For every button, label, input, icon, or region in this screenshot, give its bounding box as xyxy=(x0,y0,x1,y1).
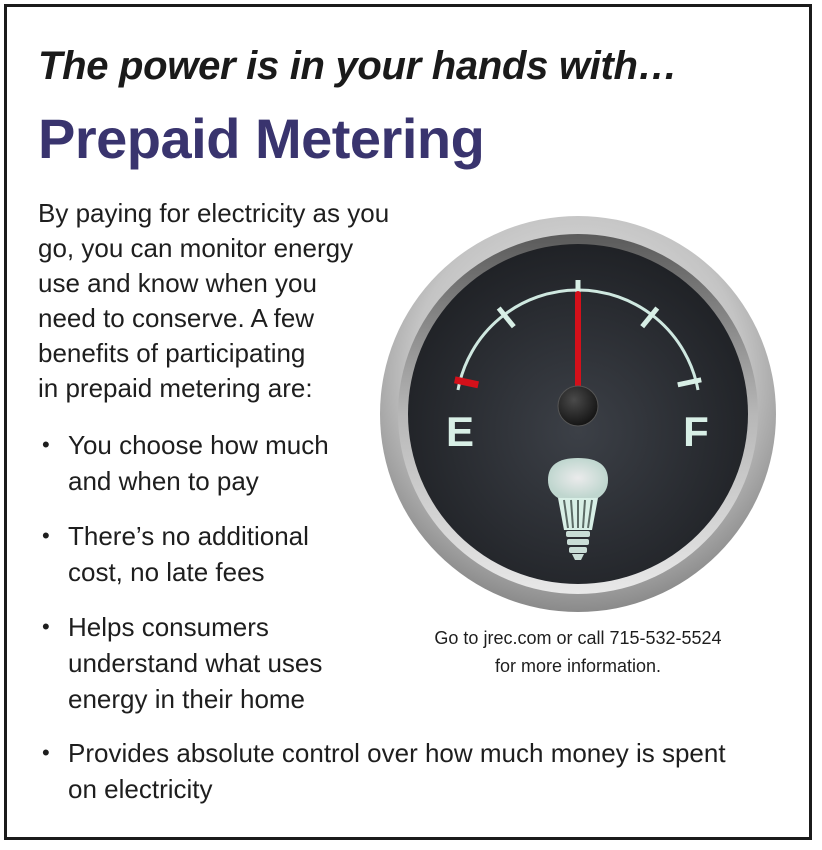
list-item-line: Helps consumers xyxy=(68,612,269,642)
tagline: The power is in your hands with… xyxy=(38,44,678,88)
intro-line: benefits of participating xyxy=(38,338,306,368)
intro-line: in prepaid metering are: xyxy=(38,373,313,403)
intro-line: By paying for electricity as you xyxy=(38,198,390,228)
page-title: Prepaid Metering xyxy=(38,107,485,170)
list-item-line: There’s no additional xyxy=(68,521,309,551)
bullet-dot: • xyxy=(42,614,50,639)
needle-hub xyxy=(558,386,598,426)
bullet-dot: • xyxy=(42,740,50,765)
list-item-line: on electricity xyxy=(68,774,213,804)
fuel-gauge-graphic xyxy=(376,214,780,614)
full-label: F xyxy=(683,408,709,455)
list-item-line: You choose how much xyxy=(68,430,329,460)
intro-line: need to conserve. A few xyxy=(38,303,315,333)
intro-line: use and know when you xyxy=(38,268,317,298)
list-item-line: understand what uses xyxy=(68,648,323,678)
gauge-tick-empty xyxy=(455,380,478,385)
list-item-line: energy in their home xyxy=(68,684,306,714)
contact-info xyxy=(398,624,758,680)
bullet-dot: • xyxy=(42,523,50,548)
list-item-line: and when to pay xyxy=(68,466,259,496)
contact-line: for more information. xyxy=(494,656,662,676)
bullet-dot: • xyxy=(42,432,50,457)
list-item-line: cost, no late fees xyxy=(68,557,265,587)
contact-line: Go to jrec.com or call 715-532-5524 xyxy=(434,628,722,648)
list-item-line: Provides absolute control over how much money is spent xyxy=(68,738,726,768)
empty-label: E xyxy=(445,408,475,455)
fuel-gauge xyxy=(376,214,780,614)
intro-line: go, you can monitor energy xyxy=(38,233,354,263)
